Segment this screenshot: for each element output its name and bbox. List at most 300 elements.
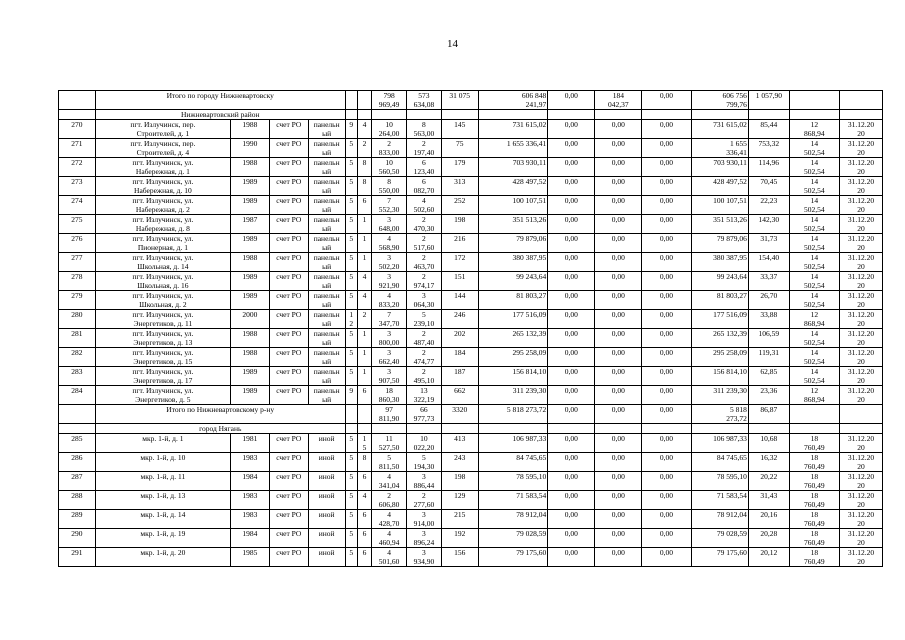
table-cell: 202 xyxy=(441,329,478,348)
table-cell: пгт. Излучинск, ул. Набережная, д. 10 xyxy=(95,177,230,196)
table-cell: 85,44 xyxy=(748,120,789,139)
table-cell: 5 xyxy=(345,234,357,253)
table-cell: 0,00 xyxy=(595,272,642,291)
table-cell: 0,00 xyxy=(548,329,595,348)
table-cell: 3 662,40 xyxy=(372,348,407,367)
table-cell: 6 xyxy=(357,548,371,567)
table-cell: 1 655 336,41 xyxy=(478,139,548,158)
table-cell: 10 264,00 xyxy=(372,120,407,139)
table-cell: 4 460,94 xyxy=(372,529,407,548)
table-row xyxy=(59,348,883,367)
table-cell: 154,40 xyxy=(748,253,789,272)
table-cell: 1983 xyxy=(230,491,269,510)
table-cell: 1 xyxy=(357,367,371,386)
table-cell: 100 107,51 xyxy=(691,196,748,215)
table-cell: 3 921,90 xyxy=(372,272,407,291)
table-cell: 20,12 xyxy=(748,548,789,567)
table-cell: панельн ый xyxy=(308,253,345,272)
table-cell xyxy=(839,110,882,120)
table-cell: 380 387,95 xyxy=(691,253,748,272)
table-cell: 5 818 273,72 xyxy=(691,405,748,424)
table-cell: 14 502,54 xyxy=(789,196,839,215)
table-cell: 703 930,11 xyxy=(691,158,748,177)
table-cell: 5 xyxy=(345,158,357,177)
table-cell: 99 243,64 xyxy=(478,272,548,291)
table-cell: 0,00 xyxy=(595,367,642,386)
table-cell: 0,00 xyxy=(595,386,642,405)
table-cell: 1985 xyxy=(230,548,269,567)
table-cell: 97 811,90 xyxy=(372,405,407,424)
table-cell: 31.12.20 20 xyxy=(839,548,882,567)
table-cell: 31.12.20 20 xyxy=(839,329,882,348)
table-cell: мкр. 1-й, д. 1 xyxy=(95,434,230,453)
table-cell: 351 513,26 xyxy=(478,215,548,234)
table-cell: 78 595,10 xyxy=(691,472,748,491)
table-cell: 114,96 xyxy=(748,158,789,177)
table-cell: панельн ый xyxy=(308,234,345,253)
table-cell: счет РО xyxy=(269,510,308,529)
table-cell: пгт. Излучинск, ул. Энергетиков, д. 17 xyxy=(95,367,230,386)
table-cell xyxy=(642,110,691,120)
table-cell: 11 527,50 xyxy=(372,434,407,453)
table-cell: 1989 xyxy=(230,196,269,215)
table-cell: 3 648,00 xyxy=(372,215,407,234)
table-row xyxy=(59,120,883,139)
table-cell: 184 xyxy=(441,348,478,367)
table-cell: 2000 xyxy=(230,310,269,329)
table-cell: 156 814,10 xyxy=(478,367,548,386)
table-cell: иной xyxy=(308,472,345,491)
table-cell: 0,00 xyxy=(595,253,642,272)
table-row xyxy=(59,453,883,472)
table-cell: 1 057,90 xyxy=(748,91,789,110)
table-cell: 79 175,60 xyxy=(478,548,548,567)
table-row xyxy=(59,491,883,510)
table-row xyxy=(59,234,883,253)
table-cell: 0,00 xyxy=(642,215,691,234)
table-row xyxy=(59,529,883,548)
table-cell xyxy=(59,91,96,110)
table-cell xyxy=(548,424,595,434)
table-cell: иной xyxy=(308,529,345,548)
table-cell: 84 745,65 xyxy=(478,453,548,472)
table-cell: 4 xyxy=(357,291,371,310)
table-cell: счет РО xyxy=(269,491,308,510)
table-cell xyxy=(345,424,357,434)
table-cell: 5 xyxy=(345,348,357,367)
table-cell: 62,85 xyxy=(748,367,789,386)
table-cell: 753,32 xyxy=(748,139,789,158)
table-cell: 4 341,04 xyxy=(372,472,407,491)
table-cell: панельн ый xyxy=(308,139,345,158)
table-cell: 0,00 xyxy=(642,348,691,367)
table-cell: 5 xyxy=(345,548,357,567)
table-cell: 31.12.20 20 xyxy=(839,529,882,548)
table-cell: 2 277,60 xyxy=(407,491,442,510)
table-cell: 282 xyxy=(59,348,96,367)
table-cell: 5 xyxy=(345,177,357,196)
table-cell: 278 xyxy=(59,272,96,291)
table-cell: 1 xyxy=(357,253,371,272)
table-cell: 703 930,11 xyxy=(478,158,548,177)
table-cell: 5 xyxy=(345,329,357,348)
table-cell: 4 428,70 xyxy=(372,510,407,529)
table-cell: 2 470,30 xyxy=(407,215,442,234)
table-cell: 79 028,59 xyxy=(478,529,548,548)
table-cell xyxy=(407,110,442,120)
table-cell: 1989 xyxy=(230,272,269,291)
total-row xyxy=(59,405,883,424)
table-cell: 1 xyxy=(357,348,371,367)
table-cell: 428 497,52 xyxy=(478,177,548,196)
table-cell: 313 xyxy=(441,177,478,196)
table-cell: 156 xyxy=(441,548,478,567)
table-row xyxy=(59,548,883,567)
table-cell: 1984 xyxy=(230,529,269,548)
table-cell: иной xyxy=(308,491,345,510)
table-cell: 281 xyxy=(59,329,96,348)
table-cell: панельн ый xyxy=(308,120,345,139)
table-cell: 100 107,51 xyxy=(478,196,548,215)
table-cell: 288 xyxy=(59,491,96,510)
table-cell: 0,00 xyxy=(595,291,642,310)
table-cell: 6 xyxy=(357,529,371,548)
table-cell: 18 760,49 xyxy=(789,529,839,548)
table-cell: 0,00 xyxy=(642,291,691,310)
table-cell xyxy=(691,424,748,434)
table-cell: 1983 xyxy=(230,453,269,472)
table-cell: 23,36 xyxy=(748,386,789,405)
table-cell: 0,00 xyxy=(642,329,691,348)
table-cell: 0,00 xyxy=(548,548,595,567)
table-cell xyxy=(357,91,371,110)
table-cell: 8 xyxy=(357,453,371,472)
table-cell: панельн ый xyxy=(308,177,345,196)
table-cell: 0,00 xyxy=(548,405,595,424)
table-cell: пгт. Излучинск, ул. Набережная, д. 2 xyxy=(95,196,230,215)
table-cell: 265 132,39 xyxy=(691,329,748,348)
table-cell: 0,00 xyxy=(642,139,691,158)
table-cell: 1988 xyxy=(230,120,269,139)
table-row xyxy=(59,329,883,348)
table-cell: 413 xyxy=(441,434,478,453)
table-cell xyxy=(691,110,748,120)
table-cell: 289 xyxy=(59,510,96,529)
table-cell: панельн ый xyxy=(308,215,345,234)
table-cell: 351 513,26 xyxy=(691,215,748,234)
table-cell: 275 xyxy=(59,215,96,234)
section-row xyxy=(59,110,883,120)
table-cell: 75 xyxy=(441,139,478,158)
table-cell: 0,00 xyxy=(548,272,595,291)
table-cell: 86,87 xyxy=(748,405,789,424)
table-cell: панельн ый xyxy=(308,329,345,348)
table-cell: 0,00 xyxy=(642,177,691,196)
table-cell: 1984 xyxy=(230,472,269,491)
table-cell: 26,70 xyxy=(748,291,789,310)
table-cell xyxy=(357,424,371,434)
table-cell: 99 243,64 xyxy=(691,272,748,291)
table-cell: 2 833,00 xyxy=(372,139,407,158)
table-cell: 6 123,40 xyxy=(407,158,442,177)
table-cell: 1 xyxy=(357,234,371,253)
table-cell: 198 xyxy=(441,472,478,491)
table-cell: 4 xyxy=(357,491,371,510)
table-cell xyxy=(595,424,642,434)
table-cell: 1 xyxy=(357,329,371,348)
table-cell: 4 833,20 xyxy=(372,291,407,310)
table-cell: 66 977,73 xyxy=(407,405,442,424)
table-cell: 285 xyxy=(59,434,96,453)
table-cell: 0,00 xyxy=(595,196,642,215)
table-cell: 290 xyxy=(59,529,96,548)
table-body xyxy=(59,91,883,567)
table-cell: 142,30 xyxy=(748,215,789,234)
table-cell: 14 502,54 xyxy=(789,329,839,348)
table-cell: пгт. Излучинск, ул. Энергетиков, д. 13 xyxy=(95,329,230,348)
table-cell xyxy=(372,110,407,120)
table-cell xyxy=(839,91,882,110)
table-cell: 5 xyxy=(345,367,357,386)
table-cell xyxy=(642,424,691,434)
table-cell: 81 803,27 xyxy=(478,291,548,310)
table-cell: панельн ый xyxy=(308,310,345,329)
table-cell: 10,68 xyxy=(748,434,789,453)
table-cell: 184 042,37 xyxy=(595,91,642,110)
table-cell: 3 502,20 xyxy=(372,253,407,272)
table-row xyxy=(59,291,883,310)
table-row xyxy=(59,367,883,386)
table-cell: 2 463,70 xyxy=(407,253,442,272)
table-cell: иной xyxy=(308,548,345,567)
table-cell: счет РО xyxy=(269,348,308,367)
table-cell: 0,00 xyxy=(595,529,642,548)
table-cell: 215 xyxy=(441,510,478,529)
table-cell: мкр. 1-й, д. 20 xyxy=(95,548,230,567)
table-cell: 78 912,04 xyxy=(478,510,548,529)
table-cell: 31.12.20 20 xyxy=(839,310,882,329)
table-cell: 0,00 xyxy=(595,491,642,510)
table-cell: 31.12.20 20 xyxy=(839,158,882,177)
table-cell: 10 022,20 xyxy=(407,434,442,453)
table-cell: 31.12.20 20 xyxy=(839,472,882,491)
table-cell: 2 606,80 xyxy=(372,491,407,510)
table-cell: 0,00 xyxy=(642,491,691,510)
table-cell: 14 502,54 xyxy=(789,177,839,196)
table-cell: 0,00 xyxy=(548,510,595,529)
table-row xyxy=(59,472,883,491)
table-cell: 7 347,70 xyxy=(372,310,407,329)
table-cell xyxy=(548,110,595,120)
table-cell: пгт. Излучинск, ул. Пионерная, д. 1 xyxy=(95,234,230,253)
table-cell: 273 xyxy=(59,177,96,196)
table-cell: 216 xyxy=(441,234,478,253)
table-cell: 79 879,06 xyxy=(478,234,548,253)
table-cell: 31.12.20 20 xyxy=(839,253,882,272)
table-cell: 0,00 xyxy=(642,510,691,529)
table-cell: 7 552,30 xyxy=(372,196,407,215)
table-cell: 13 322,19 xyxy=(407,386,442,405)
table-cell: 14 502,54 xyxy=(789,291,839,310)
housing-repair-table xyxy=(58,90,883,567)
table-cell: 0,00 xyxy=(548,529,595,548)
table-cell: 1 655 336,41 xyxy=(691,139,748,158)
table-row xyxy=(59,386,883,405)
table-cell: 14 502,54 xyxy=(789,139,839,158)
table-cell: 0,00 xyxy=(642,405,691,424)
table-cell: 31.12.20 20 xyxy=(839,510,882,529)
table-cell: 31.12.20 20 xyxy=(839,177,882,196)
table-cell: 14 502,54 xyxy=(789,367,839,386)
table-cell: 0,00 xyxy=(595,158,642,177)
table-cell: 9 xyxy=(345,386,357,405)
table-cell: 187 xyxy=(441,367,478,386)
table-cell xyxy=(345,110,357,120)
table-cell: 0,00 xyxy=(642,91,691,110)
table-cell: 3 934,90 xyxy=(407,548,442,567)
table-cell: 2 487,40 xyxy=(407,329,442,348)
table-cell: 573 634,08 xyxy=(407,91,442,110)
table-cell: 198 xyxy=(441,215,478,234)
table-cell: 280 xyxy=(59,310,96,329)
table-cell: 79 175,60 xyxy=(691,548,748,567)
table-cell: 3 800,00 xyxy=(372,329,407,348)
table-cell: 8 550,00 xyxy=(372,177,407,196)
table-cell: 18 760,49 xyxy=(789,434,839,453)
table-cell: 4 xyxy=(357,272,371,291)
table-cell: 428 497,52 xyxy=(691,177,748,196)
table-cell: 2 474,77 xyxy=(407,348,442,367)
table-cell: 5 xyxy=(345,215,357,234)
table-cell: пгт. Излучинск, ул. Энергетиков, д. 5 xyxy=(95,386,230,405)
table-cell xyxy=(595,110,642,120)
table-cell: панельн ый xyxy=(308,158,345,177)
table-cell xyxy=(59,405,96,424)
table-cell: пгт. Излучинск, ул. Энергетиков, д. 11 xyxy=(95,310,230,329)
table-cell: 0,00 xyxy=(642,272,691,291)
total-label: Итого по городу Нижневартовску xyxy=(95,91,345,110)
table-cell: 106 987,33 xyxy=(478,434,548,453)
table-cell xyxy=(372,424,407,434)
table-cell: 2 517,60 xyxy=(407,234,442,253)
table-cell: счет РО xyxy=(269,329,308,348)
table-cell: 14 502,54 xyxy=(789,272,839,291)
table-row xyxy=(59,272,883,291)
table-cell: 0,00 xyxy=(548,491,595,510)
table-cell: 276 xyxy=(59,234,96,253)
table-cell: 14 502,54 xyxy=(789,215,839,234)
table-cell xyxy=(441,110,478,120)
table-cell: 1990 xyxy=(230,139,269,158)
table-cell: 18 860,30 xyxy=(372,386,407,405)
table-cell: 3 886,44 xyxy=(407,472,442,491)
table-cell: 0,00 xyxy=(548,386,595,405)
table-cell: 0,00 xyxy=(595,453,642,472)
table-cell: пгт. Излучинск, ул. Школьная, д. 14 xyxy=(95,253,230,272)
table-cell: 265 132,39 xyxy=(478,329,548,348)
table-cell: 71 583,54 xyxy=(691,491,748,510)
table-cell: 5 xyxy=(345,529,357,548)
table-cell: 1989 xyxy=(230,234,269,253)
table-cell: 6 xyxy=(357,510,371,529)
table-cell: 277 xyxy=(59,253,96,272)
table-cell: 31.12.20 20 xyxy=(839,367,882,386)
table-cell: 2 974,17 xyxy=(407,272,442,291)
table-row xyxy=(59,139,883,158)
table-cell xyxy=(748,424,789,434)
table-cell: иной xyxy=(308,453,345,472)
table-cell: 0,00 xyxy=(642,310,691,329)
table-cell: 8 xyxy=(357,177,371,196)
table-cell: 4 568,90 xyxy=(372,234,407,253)
table-cell: 16,32 xyxy=(748,453,789,472)
table-cell: пгт. Излучинск, ул. Школьная, д. 16 xyxy=(95,272,230,291)
table-cell xyxy=(789,91,839,110)
table-cell: 0,00 xyxy=(642,434,691,453)
table-cell xyxy=(345,405,357,424)
table-cell xyxy=(839,424,882,434)
table-cell: 0,00 xyxy=(548,234,595,253)
table-cell: 295 258,09 xyxy=(691,348,748,367)
table-cell: 145 xyxy=(441,120,478,139)
table-cell: 31.12.20 20 xyxy=(839,139,882,158)
table-cell: 31.12.20 20 xyxy=(839,272,882,291)
table-cell: 731 615,02 xyxy=(478,120,548,139)
table-cell: 14 502,54 xyxy=(789,234,839,253)
table-cell: 9 xyxy=(345,120,357,139)
table-cell: иной xyxy=(308,510,345,529)
table-cell: 0,00 xyxy=(548,120,595,139)
table-cell: 3 064,30 xyxy=(407,291,442,310)
table-cell: 5 xyxy=(345,510,357,529)
table-cell: 31,43 xyxy=(748,491,789,510)
table-cell: 8 xyxy=(357,158,371,177)
table-cell: 12 868,94 xyxy=(789,310,839,329)
table-cell: 31.12.20 20 xyxy=(839,291,882,310)
table-cell: 0,00 xyxy=(595,548,642,567)
table-cell: 31.12.20 20 xyxy=(839,386,882,405)
table-row xyxy=(59,253,883,272)
table-cell: пгт. Излучинск, пер. Строителей, д. 1 xyxy=(95,120,230,139)
table-cell: 4 501,60 xyxy=(372,548,407,567)
table-cell: 14 502,54 xyxy=(789,253,839,272)
table-cell: счет РО xyxy=(269,272,308,291)
table-cell: 84 745,65 xyxy=(691,453,748,472)
table-cell: счет РО xyxy=(269,234,308,253)
table-cell: 0,00 xyxy=(548,434,595,453)
table-cell: счет РО xyxy=(269,120,308,139)
table-cell: 287 xyxy=(59,472,96,491)
table-cell: 6 xyxy=(357,386,371,405)
table-cell: 0,00 xyxy=(642,158,691,177)
table-cell: 5 xyxy=(345,253,357,272)
table-cell: 295 258,09 xyxy=(478,348,548,367)
table-cell xyxy=(357,405,371,424)
table-cell: 119,31 xyxy=(748,348,789,367)
table-cell: 606 848 241,97 xyxy=(478,91,548,110)
table-row xyxy=(59,215,883,234)
table-cell: 0,00 xyxy=(548,472,595,491)
table-cell xyxy=(441,424,478,434)
table-cell: 0,00 xyxy=(548,139,595,158)
table-row xyxy=(59,434,883,453)
table-cell: 0,00 xyxy=(595,510,642,529)
table-cell: 18 760,49 xyxy=(789,453,839,472)
table-cell: 18 760,49 xyxy=(789,491,839,510)
table-cell: 0,00 xyxy=(548,291,595,310)
table-cell: 0,00 xyxy=(548,453,595,472)
table-cell: мкр. 1-й, д. 10 xyxy=(95,453,230,472)
